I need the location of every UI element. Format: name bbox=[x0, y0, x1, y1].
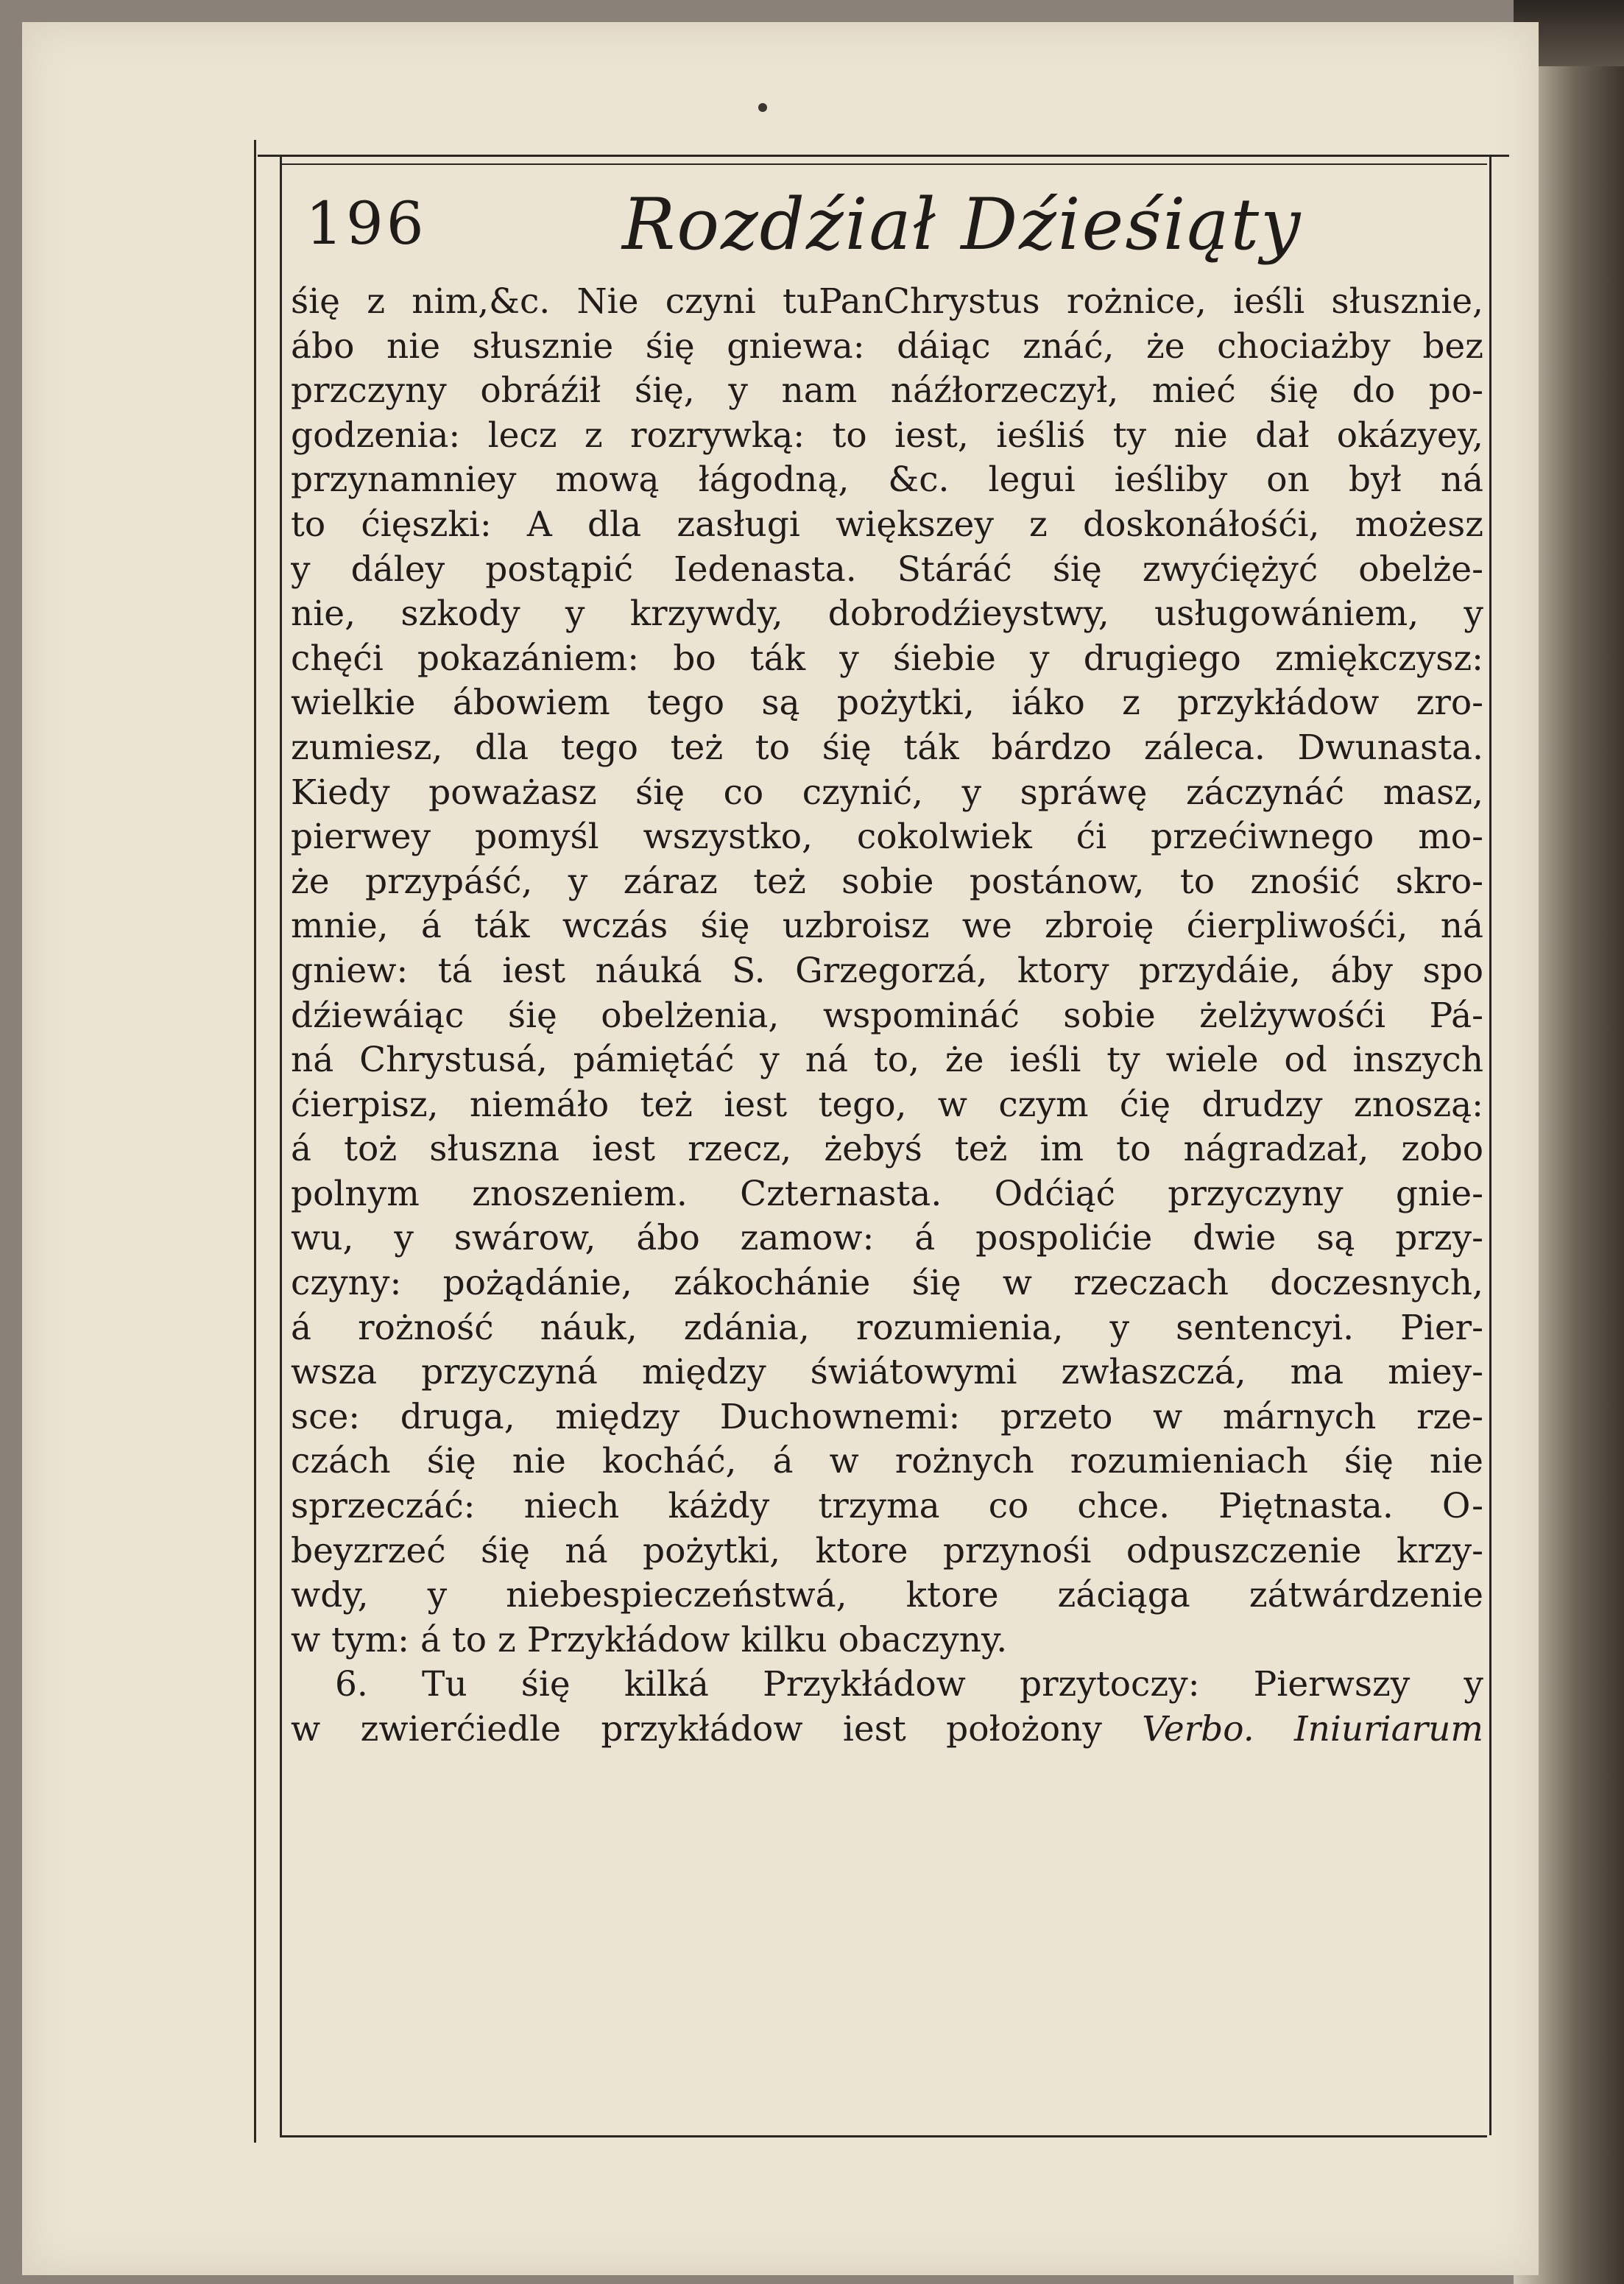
text-line: Kiedy poważasz śię co czynić, y spráwę záczynáć masz, bbox=[291, 772, 1483, 813]
text-line: przynamniey mową łágodną, &c. legui ieśliby on był ná bbox=[291, 459, 1483, 501]
text-line: ábo nie słusznie śię gniewa: dáiąc znáć, że chociażby bez bbox=[291, 325, 1483, 367]
text-line: á toż słuszna iest rzecz, żebyś też im to nágradzał, zobo bbox=[291, 1129, 1483, 1170]
text-line: ná Chrystusá, pámiętáć y ná to, że ieśli ty wiele od inszych bbox=[291, 1040, 1483, 1081]
footer-rule bbox=[280, 2135, 1487, 2137]
text-line: w tym: á to z Przykłádow kilku obaczyny. bbox=[291, 1619, 1008, 1660]
text-line: wu, y swárow, ábo zamow: á pospolićie dwie są przy- bbox=[291, 1218, 1483, 1259]
text-line: wielkie ábowiem tego są pożytki, iáko z przykłádow zro- bbox=[291, 683, 1483, 724]
text-line: zumiesz, dla tego też to śię ták bárdzo záleca. Dwunasta. bbox=[291, 727, 1483, 768]
paragraph-6-line-2 bbox=[291, 1707, 1483, 1752]
text-line: przczyny obráźił śię, y nam náźłorzeczył, mieć śię do po- bbox=[291, 370, 1483, 412]
text-line: gniew: tá iest náuká S. Grzegorzá, ktory przydáie, áby spo bbox=[291, 950, 1483, 991]
text-line: dźiewáiąc śię obelżenia, wspomináć sobie żelżywośći Pá- bbox=[291, 995, 1483, 1036]
text-line: wsza przyczyná między świátowymi zwłaszczá, ma miey- bbox=[291, 1352, 1483, 1393]
text-line: śię z nim,&c. Nie czyni tuPanChrystus rożnice, ieśli słusznie, bbox=[291, 281, 1483, 322]
body-text bbox=[291, 280, 1483, 1752]
citation-italic: Verbo. Iniuriarum bbox=[1142, 1709, 1483, 1749]
paragraph-6-line-1: 6. Tu śię kilká Przykłádow przytoczy: Pierwszy y bbox=[335, 1664, 1483, 1705]
text-line: to ćięszki: A dla zasługi większey z doskonáłośći, możesz bbox=[291, 504, 1483, 545]
text-line: mnie, á ták wczás śię uzbroisz we zbroię ćierpliwośći, ná bbox=[291, 906, 1483, 947]
text-line: beyzrzeć śię ná pożytki, ktore przynośi odpuszczenie krzy- bbox=[291, 1530, 1483, 1571]
text-line: godzenia: lecz z rozrywką: to iest, ieśliś ty nie dał okázyey, bbox=[291, 415, 1483, 456]
text-line: chęći pokazániem: bo ták y śiebie y drugiego zmiękczysz: bbox=[291, 638, 1483, 679]
text-line: polnym znoszeniem. Czternasta. Odćiąć przyczyny gnie- bbox=[291, 1173, 1483, 1214]
page-number: 196 bbox=[306, 189, 427, 258]
ink-speck bbox=[758, 103, 767, 112]
text-line: czyny: pożądánie, zákochánie śię w rzeczach doczesnych, bbox=[291, 1263, 1483, 1304]
text-line: pierwey pomyśl wszystko, cokolwiek ći przećiwnego mo- bbox=[291, 817, 1483, 858]
text-line: wdy, y niebespieczeństwá, ktore záciąga zátwárdzenie bbox=[291, 1575, 1483, 1616]
outer-margin-rule bbox=[254, 140, 256, 2143]
paragraph-6-line-2-text: w zwierćiedle przykłádow iest położony bbox=[291, 1709, 1102, 1749]
text-line: sprzeczáć: niech káżdy trzyma co chce. Piętnasta. O- bbox=[291, 1486, 1483, 1527]
text-line: y dáley postąpić Iedenasta. Stáráć śię zwyćiężyć obelże- bbox=[291, 549, 1483, 590]
running-title: Rozdźiał Dźieśiąty bbox=[622, 183, 1302, 266]
text-line: á rożność náuk, zdánia, rozumienia, y sentencyi. Pier- bbox=[291, 1307, 1483, 1348]
text-line: ćierpisz, niemáło też iest tego, w czym ćię drudzy znoszą: bbox=[291, 1084, 1483, 1125]
text-line: sce: druga, między Duchownemi: przeto w márnych rze- bbox=[291, 1396, 1483, 1437]
text-line: czách śię nie kocháć, á w rożnych rozumieniach śię nie bbox=[291, 1441, 1483, 1482]
text-line: że przypáść, y záraz też sobie postánow, to znośić skro- bbox=[291, 861, 1483, 902]
running-header bbox=[291, 173, 1483, 276]
text-line: nie, szkody y krzywdy, dobrodźieystwy, usługowániem, y bbox=[291, 593, 1483, 635]
